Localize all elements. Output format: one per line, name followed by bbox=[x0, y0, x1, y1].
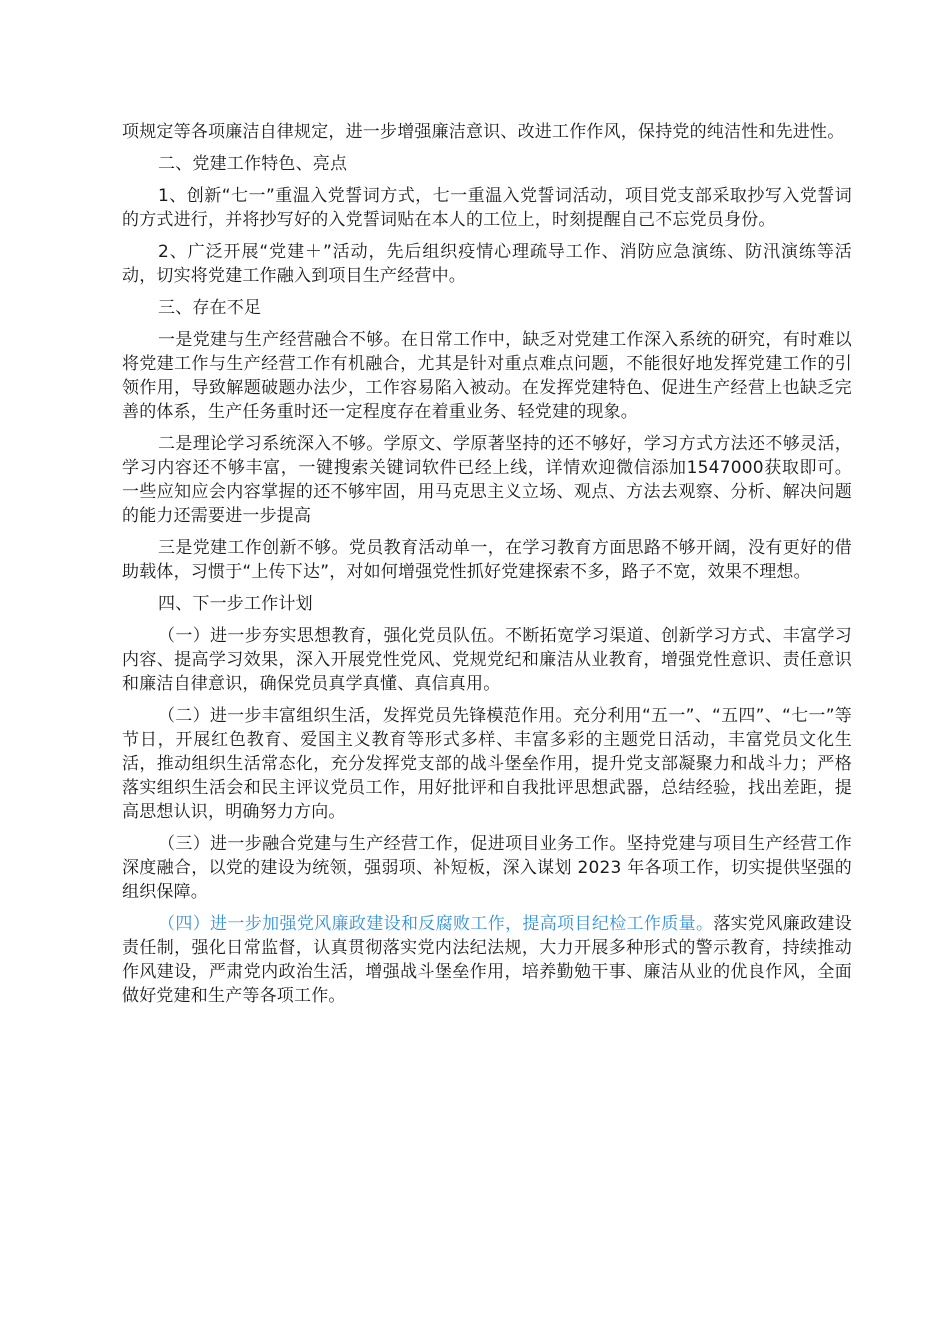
paragraph-feature-2: 2、广泛开展“党建＋”活动，先后组织疫情心理疏导工作、消防应急演练、防汛演练等活动，切实将党建工作融入到项目生产经营中。 bbox=[122, 242, 852, 286]
section-heading-shortcomings: 三、存在不足 bbox=[158, 298, 262, 318]
paragraph-plan-3: （三）进一步融合党建与生产经营工作，促进项目业务工作。坚持党建与项目生产经营工作深度融合，以党的建设为统领，强弱项、补短板，深入谋划 2023 年各项工作，切实提供坚强的组织保障。 bbox=[122, 834, 852, 902]
paragraph-shortcoming-2: 二是理论学习系统深入不够。学原文、学原著坚持的还不够好，学习方式方法还不够灵活，学习内容还不够丰富，一键搜索关键词软件已经上线，详情欢迎微信添加1547000获取即可。一些应知应会内容掌握的还不够牢固，用马克思主义立场、观点、方法去观察、分析、解决问题的能力还需要进一步提高 bbox=[122, 434, 852, 526]
paragraph-plan-2: （二）进一步丰富组织生活，发挥党员先锋模范作用。充分利用“五一”、“五四”、“七一”等节日，开展红色教育、爱国主义教育等形式多样、丰富多彩的主题党日活动，丰富党员文化生活，推动组织生活常态化，充分发挥党支部的战斗堡垒作用，提升党支部凝聚力和战斗力；严格落实组织生活会和民主评议党员工作，用好批评和自我批评思想武器，总结经验，找出差距，提高思想认识，明确努力方向。 bbox=[122, 706, 852, 822]
section-heading-next-plan: 四、下一步工作计划 bbox=[158, 594, 313, 614]
paragraph-shortcoming-3: 三是党建工作创新不够。党员教育活动单一，在学习教育方面思路不够开阔，没有更好的借助载体，习惯于“上传下达”，对如何增强党性抓好党建探索不多，路子不宽，效果不理想。 bbox=[122, 538, 852, 582]
paragraph-continuation: 项规定等各项廉洁自律规定，进一步增强廉洁意识、改进工作作风，保持党的纯洁性和先进性。 bbox=[122, 122, 845, 142]
paragraph-feature-1: 1、创新“七一”重温入党誓词方式，七一重温入党誓词活动，项目党支部采取抄写入党誓词的方式进行，并将抄写好的入党誓词贴在本人的工位上，时刻提醒自己不忘党员身份。 bbox=[122, 186, 852, 230]
paragraph-plan-1: （一）进一步夯实思想教育，强化党员队伍。不断拓宽学习渠道、创新学习方式、丰富学习内容、提高学习效果，深入开展党性党风、党规党纪和廉洁从业教育，增强党性意识、责任意识和廉洁自律意识，确保党员真学真懂、真信真用。 bbox=[122, 626, 852, 694]
highlighted-plan-title: （四）进一步加强党风廉政建设和反腐败工作，提高项目纪检工作质量。 bbox=[158, 914, 714, 934]
paragraph-shortcoming-1: 一是党建与生产经营融合不够。在日常工作中，缺乏对党建工作深入系统的研究，有时难以将党建工作与生产经营工作有机融合，尤其是针对重点难点问题，不能很好地发挥党建工作的引领作用，导致解题破题办法少，工作容易陷入被动。在发挥党建特色、促进生产经营上也缺乏完善的体系，生产任务重时还一定程度存在着重业务、轻党建的现象。 bbox=[122, 330, 852, 422]
paragraph-plan-4 bbox=[122, 912, 852, 1008]
section-heading-features: 二、党建工作特色、亮点 bbox=[158, 154, 348, 174]
plan-4-body: 落实党风廉政建设责任制，强化日常监督，认真贯彻落实党内法纪法规，大力开展多种形式的警示教育，持续推动作风建设，严肃党内政治生活，增强战斗堡垒作用，培养勤勉干事、廉洁从业的优良作风，全面做好党建和生产等各项工作。 bbox=[122, 914, 852, 1006]
document-page bbox=[122, 120, 852, 1016]
